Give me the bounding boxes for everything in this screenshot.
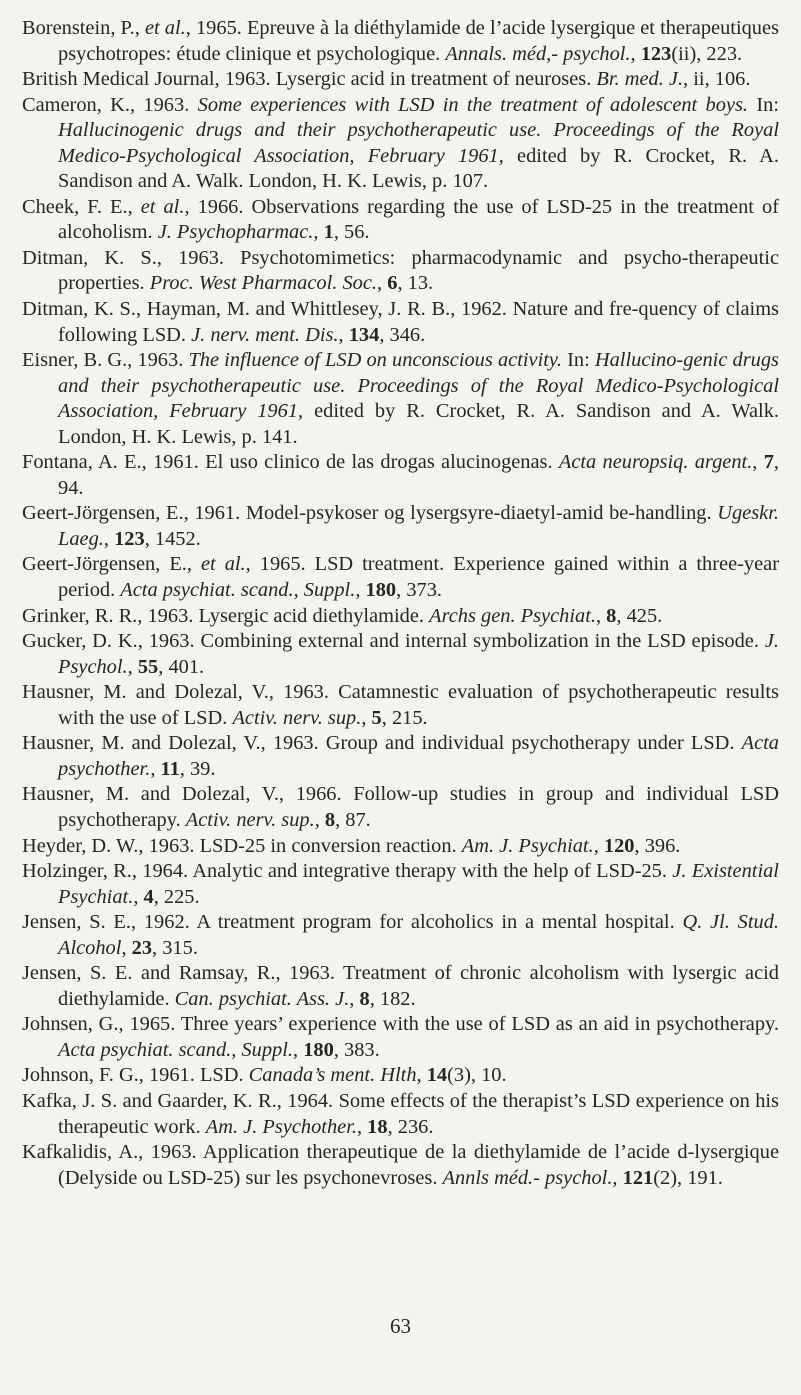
reference-title-italic: Acta psychiat. scand., Suppl. bbox=[120, 579, 356, 602]
reference-text: Hausner, M. and Dolezal, V., 1966. Follow-up studies in group and individual LSD psychotherapy. bbox=[22, 783, 779, 831]
reference-text: edited by R. Crocket, R. A. Sandison and A. Walk. London, H. K. Lewis, p. 141. bbox=[58, 400, 780, 448]
reference-text: , 13. bbox=[397, 272, 434, 295]
reference-text: Geert-Jörgensen, E., 1961. Model-psykoser og lysergsyre-diaetyl-amid be-handling. bbox=[22, 502, 718, 525]
reference-volume: 8 bbox=[359, 987, 370, 1010]
reference-text: Borenstein, P., bbox=[22, 17, 145, 39]
reference-text: , bbox=[630, 42, 641, 65]
reference-title-italic: et al. bbox=[140, 195, 185, 218]
reference-text: , 87. bbox=[335, 808, 371, 831]
reference-list bbox=[22, 16, 779, 1191]
reference-title-italic: J. Psychopharmac. bbox=[157, 221, 314, 244]
reference-text: Kafkalidis, A., 1963. Application therapeutique de la diethylamide de l’acide d-lysergique (Delyside ou LSD-25) sur les psychonevroses. bbox=[22, 1141, 779, 1189]
reference-entry bbox=[22, 1140, 779, 1191]
reference-text: Geert-Jörgensen, E., bbox=[22, 553, 201, 576]
page-number: 63 bbox=[390, 1314, 411, 1338]
reference-text: , bbox=[752, 451, 764, 474]
reference-volume: 180 bbox=[303, 1038, 334, 1061]
reference-volume: 120 bbox=[603, 834, 635, 857]
reference-text: , 39. bbox=[179, 757, 216, 780]
reference-title-italic: Proc. West Pharmacol. Soc. bbox=[149, 272, 378, 295]
reference-entry bbox=[22, 348, 779, 450]
reference-volume: 23 bbox=[131, 936, 153, 959]
reference-title-italic: Some experiences with LSD in the treatment of adolescent boys. bbox=[197, 93, 749, 116]
reference-entry bbox=[22, 629, 779, 680]
reference-text: Fontana, A. E., 1961. El uso clinico de las drogas alucinogenas. bbox=[22, 451, 559, 474]
reference-entry bbox=[22, 450, 779, 501]
reference-title-italic: Hallucino-genic drugs and their psychotherapeutic use. Proceedings of the Royal Medico-Psychological Association, February 1961, bbox=[58, 349, 779, 423]
reference-text: (2), 191. bbox=[653, 1166, 723, 1189]
reference-title-italic: Acta psychiat. scand., Suppl. bbox=[58, 1038, 294, 1061]
reference-text: , 225. bbox=[153, 885, 200, 908]
reference-title-italic: Acta neuropsiq. argent. bbox=[558, 451, 753, 474]
reference-title-italic: J. Existential Psychiat. bbox=[58, 860, 779, 908]
reference-volume: 121 bbox=[622, 1166, 654, 1189]
reference-text: , bbox=[133, 885, 144, 908]
reference-title-italic: J. nerv. ment. Dis. bbox=[191, 323, 339, 346]
reference-text: , ii, 106. bbox=[683, 68, 751, 91]
reference-entry bbox=[22, 782, 779, 833]
reference-entry bbox=[22, 834, 779, 860]
reference-volume: 123 bbox=[114, 527, 145, 550]
reference-entry bbox=[22, 16, 779, 67]
reference-title-italic: Acta psychother. bbox=[58, 732, 779, 780]
reference-text: Holzinger, R., 1964. Analytic and integrative therapy with the help of LSD-25. bbox=[22, 860, 673, 883]
reference-entry bbox=[22, 195, 779, 246]
reference-text: Eisner, B. G., 1963. bbox=[22, 349, 189, 372]
reference-title-italic: Am. J. Psychother. bbox=[205, 1115, 357, 1138]
reference-volume: 123 bbox=[640, 42, 672, 65]
reference-entry bbox=[22, 859, 779, 910]
reference-volume: 8 bbox=[324, 808, 336, 831]
reference-text: , 1966. Observations regarding the use of LSD-25 in the treatment of alcoholism. bbox=[58, 195, 779, 244]
reference-text: , 215. bbox=[381, 706, 428, 729]
reference-title-italic: Activ. nerv. sup. bbox=[232, 706, 362, 729]
reference-volume: 18 bbox=[367, 1115, 388, 1138]
reference-text: Ditman, K. S., Hayman, M. and Whittlesey, J. R. B., 1962. Nature and fre-quency of claims following LSD. bbox=[22, 298, 779, 346]
reference-text: , 315. bbox=[152, 936, 198, 959]
reference-text: Cheek, F. E., bbox=[22, 195, 141, 218]
reference-text: , 1965. Epreuve à la diéthylamide de l’acide lysergique et therapeutiques psychotropes: étude clinique et psychologique. bbox=[58, 17, 779, 65]
reference-volume: 8 bbox=[606, 604, 617, 627]
reference-text: , bbox=[338, 323, 349, 346]
reference-entry bbox=[22, 93, 779, 195]
reference-entry bbox=[22, 1012, 779, 1063]
reference-text: , 94. bbox=[58, 451, 779, 499]
reference-volume: 5 bbox=[371, 706, 382, 729]
reference-volume: 11 bbox=[160, 757, 180, 780]
reference-text: , bbox=[361, 706, 372, 729]
reference-entry bbox=[22, 910, 779, 961]
reference-volume: 1 bbox=[323, 221, 334, 244]
reference-title-italic: Annals. méd,- psychol. bbox=[445, 42, 631, 65]
reference-volume: 180 bbox=[365, 579, 397, 602]
reference-text: Grinker, R. R., 1963. Lysergic acid diethylamide. bbox=[22, 604, 430, 627]
reference-text: , bbox=[356, 1115, 368, 1138]
reference-text: , 56. bbox=[333, 221, 370, 244]
reference-entry bbox=[22, 67, 779, 93]
reference-text: , bbox=[355, 579, 366, 602]
reference-text: In: bbox=[561, 349, 595, 372]
reference-text: , bbox=[150, 757, 161, 780]
reference-text: Hausner, M. and Dolezal, V., 1963. Group and individual psychotherapy under LSD. bbox=[22, 732, 742, 755]
reference-text: Jensen, S. E., 1962. A treatment program for alcoholics in a mental hospital. bbox=[22, 911, 683, 934]
reference-entry bbox=[22, 961, 779, 1012]
reference-text: , bbox=[103, 527, 115, 550]
reference-entry bbox=[22, 1089, 779, 1140]
reference-text: Johnsen, G., 1965. Three years’ experience with the use of LSD as an aid in psychotherapy. bbox=[22, 1013, 779, 1036]
reference-text: , bbox=[612, 1166, 623, 1189]
reference-title-italic: J. Psychol. bbox=[58, 630, 779, 678]
reference-title-italic: Br. med. J. bbox=[596, 68, 684, 91]
reference-title-italic: et al. bbox=[144, 17, 186, 39]
reference-text: Ditman, K. S., 1963. Psychotomimetics: pharmacodynamic and psycho-therapeutic properties. bbox=[22, 246, 779, 295]
reference-text: Johnson, F. G., 1961. LSD. bbox=[22, 1064, 249, 1087]
reference-text: , bbox=[593, 834, 604, 857]
reference-text: , bbox=[595, 604, 607, 627]
reference-text: In: bbox=[748, 93, 780, 116]
reference-text: , 1965. LSD treatment. Experience gained within a three-year period. bbox=[58, 553, 779, 602]
reference-entry bbox=[22, 246, 779, 297]
reference-text: , 425. bbox=[616, 604, 663, 627]
reference-text: (ii), 223. bbox=[671, 42, 743, 65]
reference-volume: 55 bbox=[137, 655, 159, 678]
reference-title-italic: The influence of LSD on unconscious activity. bbox=[188, 349, 562, 372]
reference-title-italic: Canada’s ment. Hlth bbox=[248, 1064, 417, 1087]
reference-title-italic: Archs gen. Psychiat. bbox=[429, 604, 596, 627]
reference-text: , bbox=[127, 655, 138, 678]
reference-text: British Medical Journal, 1963. Lysergic acid in treatment of neuroses. bbox=[22, 68, 597, 91]
reference-text: , 346. bbox=[379, 323, 426, 346]
reference-entry bbox=[22, 731, 779, 782]
reference-text: Jensen, S. E. and Ramsay, R., 1963. Treatment of chronic alcoholism with lysergic acid diethylamide. bbox=[22, 962, 779, 1010]
reference-title-italic: Annls méd.- psychol. bbox=[442, 1166, 613, 1189]
reference-text: , bbox=[293, 1038, 304, 1061]
reference-text: Cameron, K., 1963. bbox=[22, 93, 198, 116]
reference-entry bbox=[22, 552, 779, 603]
reference-text: , bbox=[416, 1064, 427, 1087]
reference-text: Hausner, M. and Dolezal, V., 1963. Catamnestic evaluation of psychotherapeutic results with the use of LSD. bbox=[22, 681, 779, 729]
reference-volume: 134 bbox=[348, 323, 380, 346]
reference-entry bbox=[22, 501, 779, 552]
reference-text: , 373. bbox=[396, 579, 443, 602]
reference-volume: 7 bbox=[763, 451, 774, 474]
reference-text: (3), 10. bbox=[447, 1064, 507, 1087]
reference-text: , bbox=[121, 936, 132, 959]
reference-title-italic: Hallucinogenic drugs and their psychotherapeutic use. Proceedings of the Royal Medico-Psychological Association, February 1961, bbox=[58, 119, 779, 167]
reference-text: , 383. bbox=[333, 1038, 380, 1061]
reference-title-italic: Activ. nerv. sup. bbox=[185, 808, 315, 831]
reference-text: , bbox=[349, 987, 360, 1010]
reference-volume: 6 bbox=[387, 272, 398, 295]
reference-title-italic: Am. J. Psychiat. bbox=[461, 834, 594, 857]
reference-text: , 1452. bbox=[144, 527, 201, 550]
reference-title-italic: Can. psychiat. Ass. J. bbox=[174, 987, 350, 1010]
reference-text: , bbox=[314, 808, 325, 831]
reference-text: Kafka, J. S. and Gaarder, K. R., 1964. Some effects of the therapist’s LSD experience on his therapeutic work. bbox=[22, 1089, 779, 1138]
reference-entry bbox=[22, 1063, 779, 1089]
reference-entry bbox=[22, 297, 779, 348]
reference-volume: 14 bbox=[426, 1064, 448, 1087]
reference-entry bbox=[22, 604, 779, 630]
reference-text: Heyder, D. W., 1963. LSD-25 in conversion reaction. bbox=[22, 834, 462, 857]
reference-volume: 4 bbox=[143, 885, 154, 908]
reference-text: , bbox=[313, 221, 324, 244]
reference-text: Gucker, D. K., 1963. Combining external and internal symbolization in the LSD episode. bbox=[22, 630, 765, 653]
reference-title-italic: et al. bbox=[200, 553, 246, 576]
reference-title-italic: Q. Jl. Stud. Alcohol bbox=[58, 911, 779, 959]
reference-text: , 236. bbox=[387, 1115, 434, 1138]
reference-text: , bbox=[377, 272, 388, 295]
reference-text: edited by R. Crocket, R. A. Sandison and A. Walk. London, H. K. Lewis, p. 107. bbox=[58, 144, 779, 193]
reference-text: , 396. bbox=[634, 834, 681, 857]
reference-text: , 182. bbox=[369, 987, 416, 1010]
reference-title-italic: Ugeskr. Laeg. bbox=[58, 502, 779, 550]
reference-entry bbox=[22, 680, 779, 731]
reference-text: , 401. bbox=[158, 655, 205, 678]
